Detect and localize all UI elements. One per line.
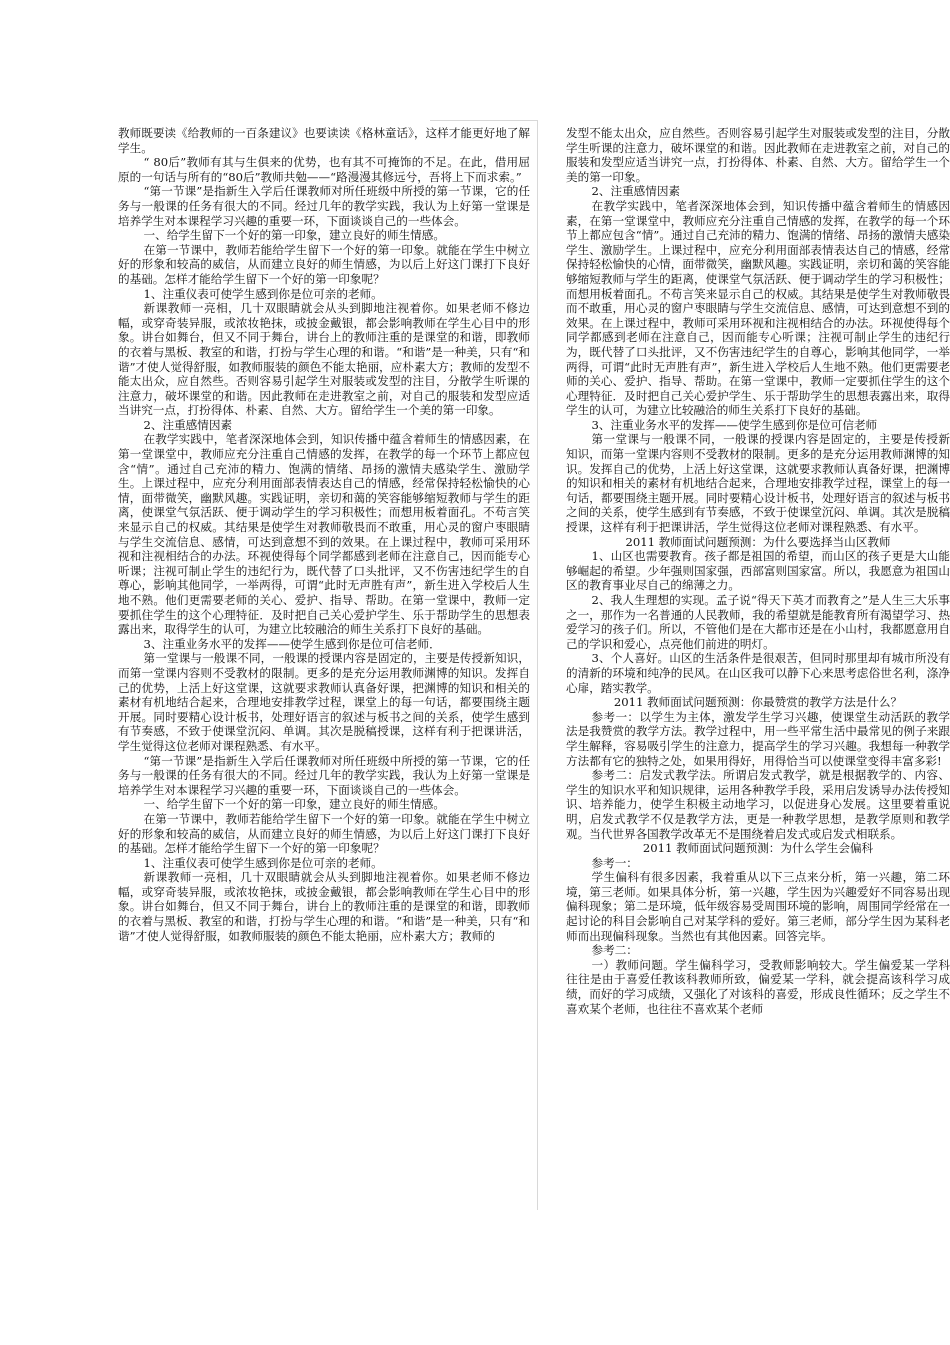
paragraph: 参考一：以学生为主体，激发学生学习兴趣，使课堂生动活跃的教学法是我赞赏的教学方法。教学过程中，用一些平常生活中最常见的例子来跟学生解释，容易吸引学生的注意力，提高学生的学习兴趣。我想每一种教学方法都有它的独特之处，如果用得好，用得恰当可以使课堂变得丰富多彩! bbox=[566, 709, 950, 768]
paragraph: 学生偏科有很多因素，我着重从以下三点来分析，第一兴趣，第二环境，第三老师。如果具体分析，第一兴趣，学生因为兴趣爱好不同容易出现偏科现象；第二是环境，低年级容易受周围环境的影响，周围同学经常在一起讨论的科目会影响自己对某学科的爱好。第三老师，部分学生因为某科老师而出现偏科现象。当然也有其他因素。回答完毕。 bbox=[566, 870, 950, 943]
paragraph: 2、注重感情因素 bbox=[591, 184, 681, 199]
paragraph: 参考二： bbox=[591, 943, 638, 958]
left-column bbox=[118, 126, 530, 943]
paragraph: 发型不能太出众，应自然些。否则容易引起学生对服装或发型的注目，分散学生听课的注意力，破坏课堂的和谐。因此教师在走进教室之前，对自己的服装和发型应适当讲究一点，打扮得体、朴素、自然、大方。留给学生一个美的第一印象。 bbox=[566, 126, 950, 184]
paragraph: 在教学实践中，笔者深深地体会到，知识传播中蕴含着师生的情感因素，在第一堂课堂中，教师应充分注重自己情感的发挥，在教学的每一个环节上都应包含“情”。通过自己充沛的精力、饱满的情绪、昂扬的激情夫感染学生、激励学生。上课过程中，应充分利用面部表情表达自己的情感，经常保持轻松愉快的心情，面带微笑，幽默风趣。实践证明，亲切和蔼的笑容能够缩短教师与学生的距离，使课堂气氛活跃、便于调动学生的学习积极性；而想用板着面孔。不苟言笑来显示自己的权威。其结果是使学生对教师敬畏而不敢重，用心灵的窗户枣眼睛与学生交流信息、感情，可达到意想不到的效果。在上课过程中，教师可采用环视和注视相结合的办法。环视使得每个同学都感到老师在注意自己，因而能专心听课；注视可制止学生的违纪行为，既代替了口头批评，又不伤害违纪学生的自尊心，影响其他同学，一举两得，可谓“此时无声胜有声”，新生进入学校后人生地不熟。他们更需要老师的关心、爱护、指导、帮助。在第一堂课中，教师一定要抓住学生的这个心理特征．及时把自己关心爱护学生、乐于帮助学生的思想表露出来，取得学生的认可，为建立比较融洽的师生关系打下良好的基础。 bbox=[118, 432, 530, 637]
right-column bbox=[566, 126, 950, 1016]
paragraph: 3、个人喜好。山区的生活条件是很艰苦，但同时那里却有城市所没有的清新的环境和纯净的民风。在山区我可以静下心来思考虑俗世名利，涤净心扉，踏实教学。 bbox=[566, 651, 950, 695]
paragraph: “第一节课”是指新生入学后任课教师对所任班级中所授的第一节课，它的任务与一般课的任务有很大的不同。经过几年的教学实践，我认为上好第一堂课是培养学生对本课程学习兴趣的重要一环，下面谈谈自己的一些体会。 bbox=[118, 184, 530, 228]
paragraph: 2、我人生理想的实现。孟子说“得天下英才而教育之”是人生三大乐事之一，那作为一名普通的人民教师，我的希望就是能教育所有渴望学习、热爱学习的孩子们。所以，不管他们是在大都市还是在小山村，我都愿意用自己的学识和爱心，点亮他们前进的明灯。 bbox=[566, 593, 950, 651]
paragraph: 在教学实践中，笔者深深地体会到，知识传播中蕴含着师生的情感因素，在第一堂课堂中，教师应充分注重自己情感的发挥，在教学的每一个环节上都应包含“情”。通过自己充沛的精力、饱满的情绪、昂扬的激情夫感染学生、激励学生。上课过程中，应充分利用面部表情表达自己的情感，经常保持轻松愉快的心情，面带微笑，幽默风趣。实践证明，亲切和蔼的笑容能够缩短教师与学生的距离，使课堂气氛活跃、便于调动学生的学习积极性；而想用板着面孔。不苟言笑来显示自己的权威。其结果是使学生对教师敬畏而不敢重，用心灵的窗户枣眼睛与学生交流信息、感情，可达到意想不到的效果。在上课过程中，教师可采用环视和注视相结合的办法。环视使得每个同学都感到老师在注意自己，因而能专心听课；注视可制止学生的违纪行为，既代替了口头批评，又不伤害违纪学生的自尊心，影响其他同学，一举两得，可谓“此时无声胜有声”，新生进入学校后人生地不熟。他们更需要老师的关心、爱护、指导、帮助。在第一堂课中，教师一定要抓住学生的这个心理特征．及时把自己关心爱护学生、乐于帮助学生的思想表露出来，取得学生的认可，为建立比较融洽的师生关系打下良好的基础。 bbox=[566, 198, 950, 418]
paragraph: 第一堂课与一般课不同，一般课的授课内容是固定的，主要是传授新知识，而第一堂课内容则不受教材的限制。更多的是充分运用教师渊博的知识。发挥自己的优势，上活上好这堂课，这就要求教师认真备好课，把渊博的知识和相关的素材有机地结合起来，合理地安排教学过程，课堂上的每一句话，都要围绕主题开展。同时要精心设计板书，处理好语言的叙述与板书之间的关系，使学生感到有节奏感，不致于使课堂沉闷、单调。其次是脱稿授课，这样有利于把课讲活，学生觉得这位老师对课程熟悉、有水平。 bbox=[566, 432, 950, 535]
paragraph: 3、注重业务水平的发挥——使学生感到你是位可信老师． bbox=[143, 636, 441, 651]
paragraph: 参考一： bbox=[591, 855, 638, 870]
paragraph: 1、山区也需要教育。孩子都是祖国的希望，而山区的孩子更是大山能够崛起的希望。少年强则国家强，西部富则国家富。所以，我愿意为祖国山区的教育事业尽自己的绵薄之力。 bbox=[566, 549, 950, 593]
paragraph: 参考二：启发式教学法。所谓启发式教学，就是根据教学的、内容、学生的知识水平和知识规律，运用各种教学手段，采用启发诱导办法传授知识、培养能力，使学生积极主动地学习，以促进身心发展。这里要着重说明，启发式教学不仅是教学方法，更是一种教学思想，是教学原则和教学观。当代世界各国教学改革无不是围绕着启发式或启发式相联系。 bbox=[566, 768, 950, 841]
left-column-top-rule bbox=[430, 120, 538, 121]
paragraph: 2011 教师面试问题预测：为什么要选择当山区教师 bbox=[625, 534, 891, 549]
paragraph: 2011 教师面试问题预测：你最赞赏的教学方法是什么？ bbox=[613, 695, 903, 710]
paragraph: 3、注重业务水平的发挥——使学生感到你是位可信老师 bbox=[591, 417, 878, 432]
paragraph: 1、注重仪表可使学生感到你是位可亲的老师。 bbox=[143, 286, 383, 301]
paragraph: 教师既要读《给教师的一百条建议》也要读读《格林童话》，这样才能更好地了解学生。 bbox=[118, 126, 530, 155]
paragraph: 新课教师一亮相，几十双眼睛就会从头到脚地注视着你。如果老师不修边幅，或穿奇装异服，或浓妆艳抹，或披金戴银，都会影响教师在学生心目中的形象。讲台如舞台，但又不同于舞台，讲台上的教师注重的是课堂的和谐，即教师的衣着与黑板、教室的和谐，打扮与学生心理的和谐。“和谐”是一种美，只有“和谐”才使人觉得舒服，如教师服装的颜色不能太艳丽，应朴素大方；教师的 bbox=[118, 870, 530, 943]
paragraph: 新课教师一亮相，几十双眼睛就会从头到脚地注视着你。如果老师不修边幅，或穿奇装异服，或浓妆艳抹，或披金戴银，都会影响教师在学生心目中的形象。讲台如舞台，但又不同于舞台，讲台上的教师注重的是课堂的和谐，即教师的衣着与黑板、教室的和谐，打扮与学生心理的和谐。“和谐”是一种美，只有“和谐”才使人觉得舒服，如教师服装的颜色不能太艳丽，应朴素大方；教师的发型不能太出众，应自然些。否则容易引起学生对服装或发型的注目，分散学生听课的注意力，破坏课堂的和谐。因此教师在走进教室之前，对自己的服装和发型应适当讲究一点，打扮得体、朴素、自然、大方。留给学生一个美的第一印象。 bbox=[118, 301, 530, 418]
paragraph: 在第一节课中，教师若能给学生留下一个好的第一印象。就能在学生中树立好的形象和较高的威信，从而建立良好的师生情感，为以后上好这门课打下良好的基础。怎样才能给学生留下一个好的第一印象呢？ bbox=[118, 242, 530, 286]
paragraph: 在第一节课中，教师若能给学生留下一个好的第一印象。就能在学生中树立好的形象和较高的威信，从而建立良好的师生情感，为以后上好这门课打下良好的基础。怎样才能给学生留下一个好的第一印象呢？ bbox=[118, 811, 530, 856]
paragraph: 第一堂课与一般课不同，一般课的授课内容是固定的，主要是传授新知识，而第一堂课内容则不受教材的限制。更多的是充分运用教师渊博的知识。发挥自己的优势，上活上好这堂课，这就要求教师认真备好课，把渊博的知识和相关的素材有机地结合起来，合理地安排教学过程，课堂上的每一句话，都要围绕主题开展。同时要精心设计板书，处理好语言的叙述与板书之间的关系，使学生感到有节奏感，不致于使课堂沉闷、单调。其次是脱稿授课，这样有利于把课讲活，学生觉得这位老师对课程熟悉、有水平。 bbox=[118, 651, 530, 753]
paragraph: 2011 教师面试问题预测：为什么学生会偏科 bbox=[642, 841, 874, 856]
left-column-divider bbox=[537, 120, 538, 1210]
paragraph: 一）教师问题。学生偏科学习，受教师影响较大。学生偏爱某一学科往往是由于喜爱任教该科教师所致，偏爱某一学科，就会提高该科学习成绩，而好的学习成绩，又强化了对该科的喜爱，形成良性循环；反之学生不喜欢某个老师，也往往不喜欢某个老师 bbox=[566, 957, 950, 1016]
paragraph: “ 80后”教师有其与生俱来的优势，也有其不可掩饰的不足。在此，借用屈原的一句话与所有的“80后”教师共勉——“路漫漫其修远兮，吾将上下而求索。” bbox=[118, 155, 530, 184]
paragraph: 一、给学生留下一个好的第一印象，建立良好的师生情感。 bbox=[143, 797, 445, 812]
paragraph: 1、注重仪表可使学生感到你是位可亲的老师。 bbox=[143, 855, 383, 870]
paragraph: “第一节课”是指新生入学后任课教师对所任班级中所授的第一节课，它的任务与一般课的任务有很大的不同。经过几年的教学实践，我认为上好第一堂课是培养学生对本课程学习兴趣的重要一环，下面谈谈自己的一些体会。 bbox=[118, 753, 530, 797]
paragraph: 一、给学生留下一个好的第一印象，建立良好的师生情感。 bbox=[143, 228, 445, 243]
paragraph: 2、注重感情因素 bbox=[143, 417, 233, 432]
